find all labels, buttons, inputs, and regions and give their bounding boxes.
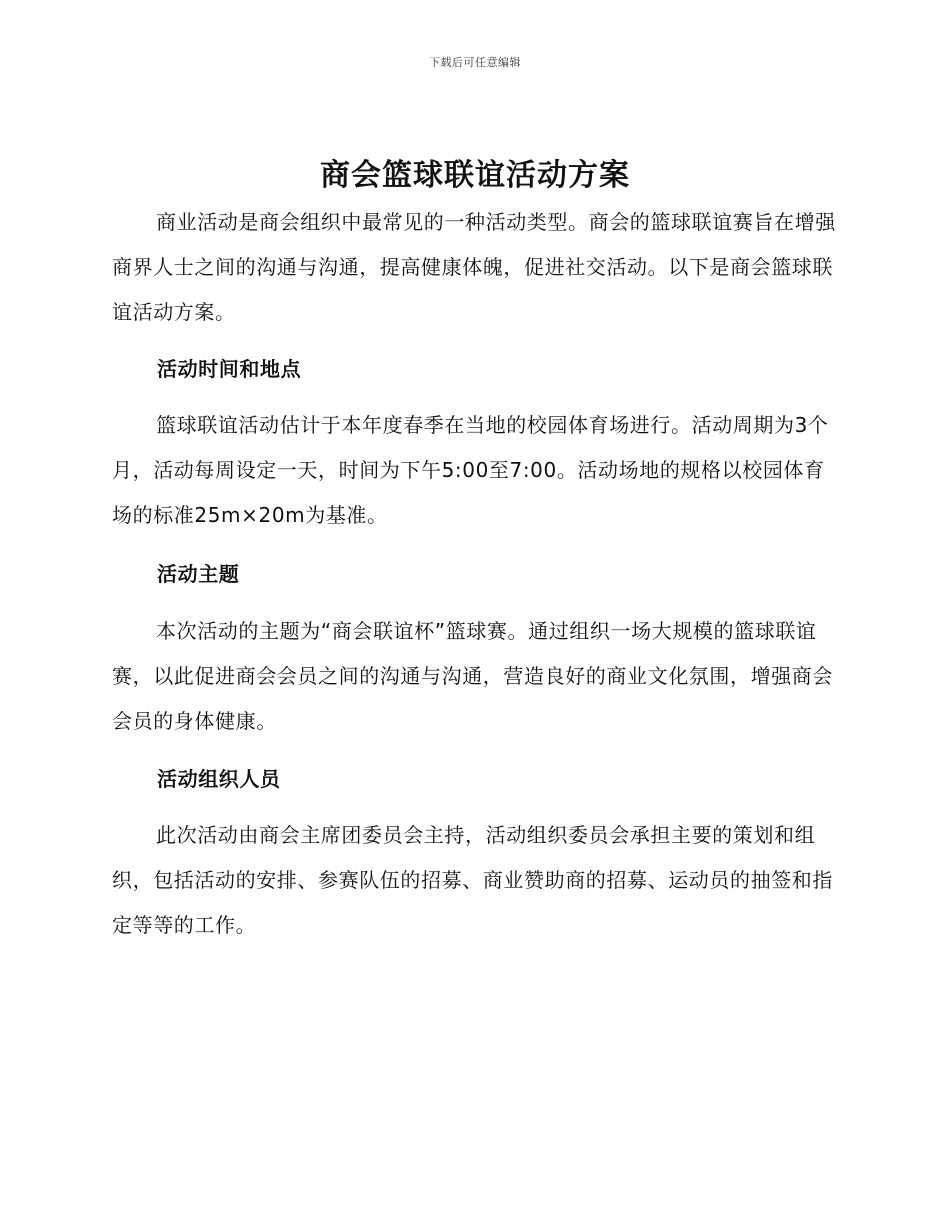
section-heading-theme: 活动主题 <box>157 562 240 586</box>
intro-paragraph: 商业活动是商会组织中最常见的一种活动类型。商会的篮球联谊赛旨在增强商界人士之间的沟通与沟通，提高健康体魄，促进社交活动。以下是商会篮球联谊活动方案。 <box>112 210 836 324</box>
section-body-time-location: 篮球联谊活动估计于本年度春季在当地的校园体育场进行。活动周期为3个月，活动每周设定一天，时间为下午5:00至7:00。活动场地的规格以校园体育场的标准25m×20m为基准。 <box>112 413 829 527</box>
section-heading-time-location: 活动时间和地点 <box>157 357 302 381</box>
section-body-organizers: 此次活动由商会主席团委员会主持，活动组织委员会承担主要的策划和组织，包括活动的安排、参赛队伍的招募、商业赞助商的招募、运动员的抽签和指定等等的工作。 <box>112 823 833 937</box>
section-heading-organizers: 活动组织人员 <box>157 767 281 791</box>
document-title: 商会篮球联谊活动方案 <box>320 158 630 193</box>
section-body-theme: 本次活动的主题为“商会联谊杯”篮球赛。通过组织一场大规模的篮球联谊赛，以此促进商会会员之间的沟通与沟通，营造良好的商业文化氛围，增强商会会员的身体健康。 <box>112 619 833 733</box>
header-note: 下载后可任意编辑 <box>429 56 521 69</box>
